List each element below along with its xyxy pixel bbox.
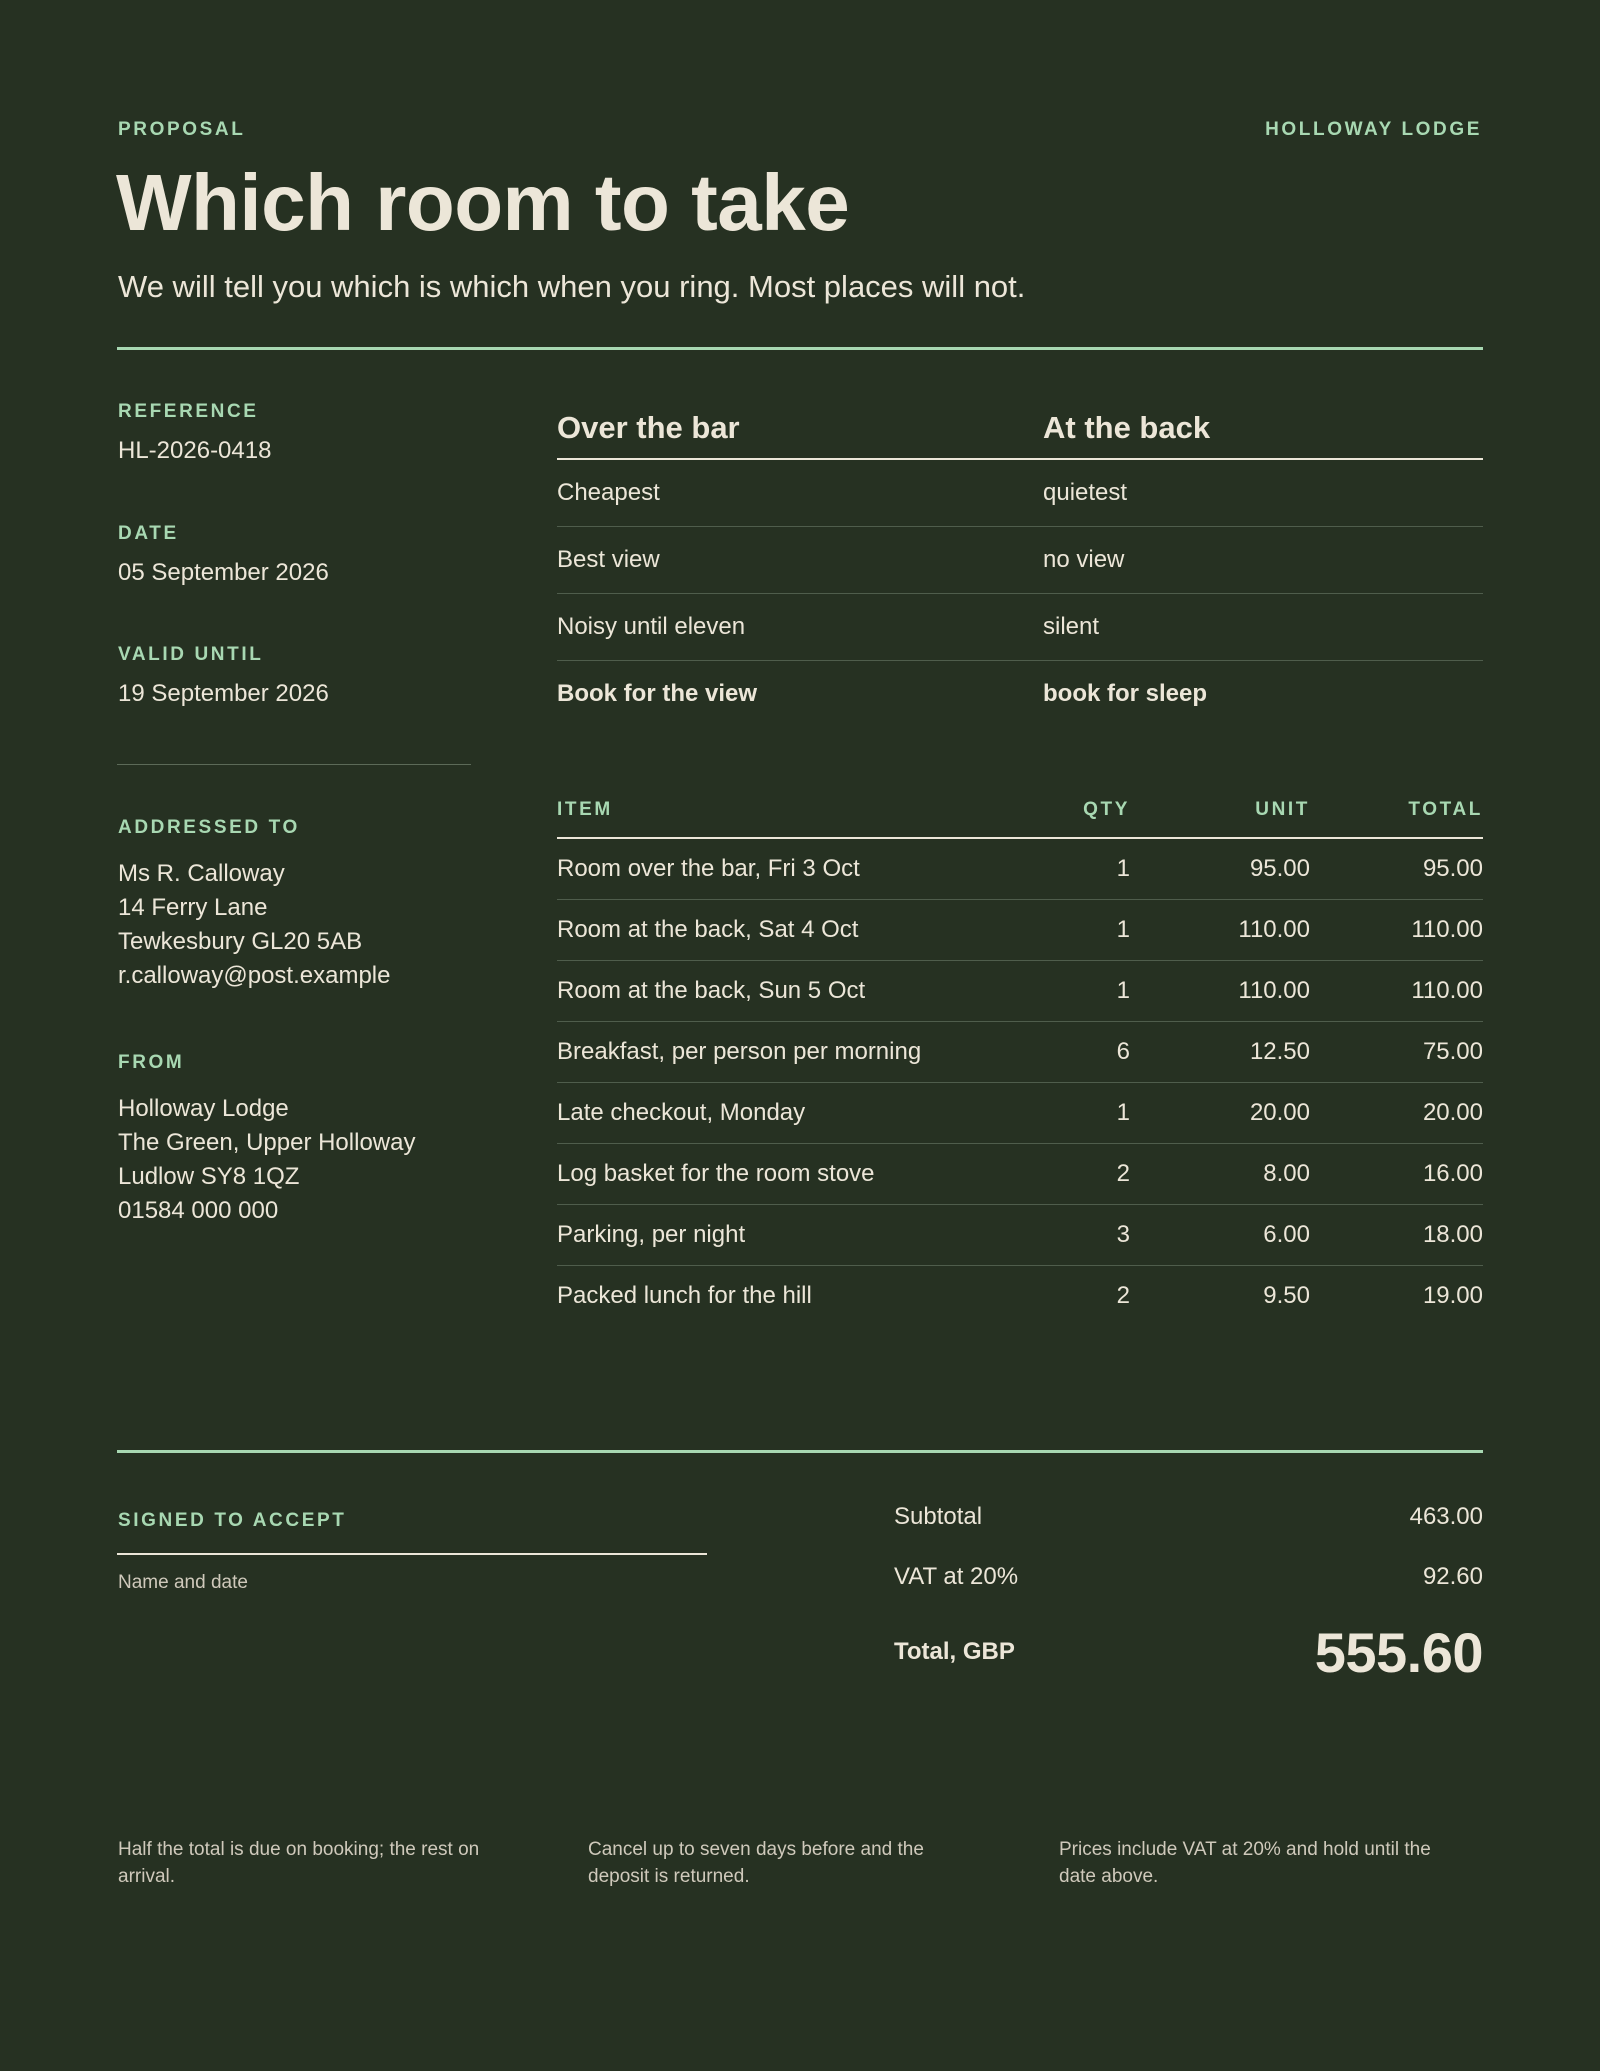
item-unit-price: 8.00 (1263, 1160, 1310, 1187)
item-description: Packed lunch for the hill (557, 1282, 812, 1309)
addressed-to-street: 14 Ferry Lane (118, 894, 268, 921)
comparison-header-over-bar: Over the bar (557, 410, 740, 445)
subtotal-label: Subtotal (894, 1503, 983, 1530)
valid-until-value: 19 September 2026 (118, 680, 329, 707)
item-qty: 1 (1116, 916, 1130, 943)
date-value: 05 September 2026 (118, 559, 329, 586)
item-qty: 6 (1116, 1038, 1130, 1065)
payment-note: Half the total is due on booking; the rest on arrival. (118, 1839, 480, 1887)
table-row (557, 839, 1483, 900)
item-description: Room over the bar, Fri 3 Oct (557, 855, 860, 882)
page-subtitle: We will tell you which is which when you ring. Most places will not. (118, 269, 1026, 304)
item-qty: 3 (1116, 1221, 1130, 1248)
item-unit-price: 12.50 (1249, 1038, 1310, 1065)
totals-block (894, 1487, 1483, 1695)
item-total: 16.00 (1422, 1160, 1483, 1187)
comparison-cell: quietest (1043, 479, 1128, 506)
grand-total-label: Total, GBP (894, 1638, 1015, 1665)
from-street: The Green, Upper Holloway (118, 1129, 416, 1156)
item-unit-price: 20.00 (1249, 1099, 1310, 1126)
vat-label: VAT at 20% (894, 1563, 1019, 1590)
item-total: 18.00 (1422, 1221, 1483, 1248)
item-total: 95.00 (1422, 855, 1483, 882)
item-qty: 1 (1116, 977, 1130, 1004)
vat-value: 92.60 (1422, 1563, 1483, 1590)
addressed-to-block (118, 817, 468, 993)
from-phone[interactable]: 01584 000 000 (118, 1197, 279, 1224)
table-row (557, 961, 1483, 1022)
comparison-row (557, 527, 1483, 594)
comparison-cell: book for sleep (1043, 680, 1208, 707)
grand-total-value: 555.60 (1314, 1620, 1483, 1684)
header-divider (117, 347, 1483, 350)
table-row (557, 1266, 1483, 1326)
comparison-cell: Best view (557, 546, 660, 573)
items-header-total: TOTAL (1408, 799, 1483, 820)
comparison-cell: Book for the view (557, 680, 758, 707)
from-town: Ludlow SY8 1QZ (118, 1163, 300, 1190)
from-block (118, 1052, 468, 1228)
subtotal-value: 463.00 (1409, 1503, 1483, 1530)
reference-block (118, 401, 468, 465)
valid-until-label: VALID UNTIL (118, 644, 264, 665)
item-total: 19.00 (1422, 1282, 1483, 1309)
line-items-table (557, 799, 1483, 1326)
valid-until-block (118, 644, 468, 708)
item-description: Parking, per night (557, 1221, 746, 1248)
from-label: FROM (118, 1052, 185, 1073)
reference-value: HL-2026-0418 (118, 437, 272, 464)
item-qty: 2 (1116, 1160, 1130, 1187)
comparison-recommendation-row (557, 661, 1483, 727)
items-header-row (557, 799, 1483, 839)
reference-label: REFERENCE (118, 401, 259, 422)
items-header-qty: QTY (1083, 799, 1130, 820)
vat-row (894, 1547, 1483, 1607)
comparison-cell: no view (1043, 546, 1125, 573)
item-total: 110.00 (1411, 977, 1483, 1004)
item-unit-price: 110.00 (1238, 977, 1310, 1004)
date-label: DATE (118, 523, 179, 544)
addressed-to-label: ADDRESSED TO (118, 817, 300, 838)
item-qty: 1 (1116, 855, 1130, 882)
addressed-to-town: Tewkesbury GL20 5AB (118, 928, 363, 955)
item-description: Room at the back, Sat 4 Oct (557, 916, 859, 943)
date-block (118, 523, 468, 587)
document-type-label: PROPOSAL (118, 119, 246, 140)
totals-divider (117, 1450, 1483, 1453)
signature-caption: Name and date (118, 1572, 248, 1593)
table-row (557, 1205, 1483, 1266)
item-qty: 1 (1116, 1099, 1130, 1126)
comparison-header-at-back: At the back (1043, 410, 1211, 445)
item-unit-price: 6.00 (1263, 1221, 1310, 1248)
pricing-note: Prices include VAT at 20% and hold until the date above. (1059, 1839, 1431, 1887)
meta-divider (117, 764, 471, 765)
items-header-item: ITEM (557, 799, 613, 820)
item-description: Breakfast, per person per morning (557, 1038, 922, 1065)
item-unit-price: 110.00 (1238, 916, 1310, 943)
item-description: Late checkout, Monday (557, 1099, 806, 1126)
subtotal-row (894, 1487, 1483, 1547)
comparison-row (557, 594, 1483, 661)
item-qty: 2 (1116, 1282, 1130, 1309)
table-row (557, 1022, 1483, 1083)
comparison-cell: Noisy until eleven (557, 613, 746, 640)
signature-label: SIGNED TO ACCEPT (118, 1510, 347, 1531)
from-name: Holloway Lodge (118, 1095, 289, 1122)
room-comparison-table (557, 410, 1483, 727)
item-total: 110.00 (1411, 916, 1483, 943)
addressed-to-name: Ms R. Calloway (118, 860, 285, 887)
table-row (557, 1083, 1483, 1144)
page-title: Which room to take (116, 158, 850, 247)
item-total: 75.00 (1422, 1038, 1483, 1065)
comparison-header-row (557, 410, 1483, 460)
brand-name: HOLLOWAY LODGE (1265, 119, 1482, 140)
comparison-row (557, 460, 1483, 527)
table-row (557, 1144, 1483, 1205)
item-unit-price: 9.50 (1263, 1282, 1310, 1309)
cancellation-note: Cancel up to seven days before and the deposit is returned. (588, 1839, 924, 1887)
addressed-to-email[interactable]: r.calloway@post.example (118, 962, 391, 989)
table-row (557, 900, 1483, 961)
item-description: Room at the back, Sun 5 Oct (557, 977, 866, 1004)
item-unit-price: 95.00 (1249, 855, 1310, 882)
items-header-unit: UNIT (1255, 799, 1310, 820)
item-total: 20.00 (1422, 1099, 1483, 1126)
grand-total-row (894, 1609, 1483, 1695)
comparison-cell: silent (1043, 613, 1100, 640)
item-description: Log basket for the room stove (557, 1160, 875, 1187)
signature-line[interactable] (117, 1553, 707, 1555)
comparison-cell: Cheapest (557, 479, 660, 506)
